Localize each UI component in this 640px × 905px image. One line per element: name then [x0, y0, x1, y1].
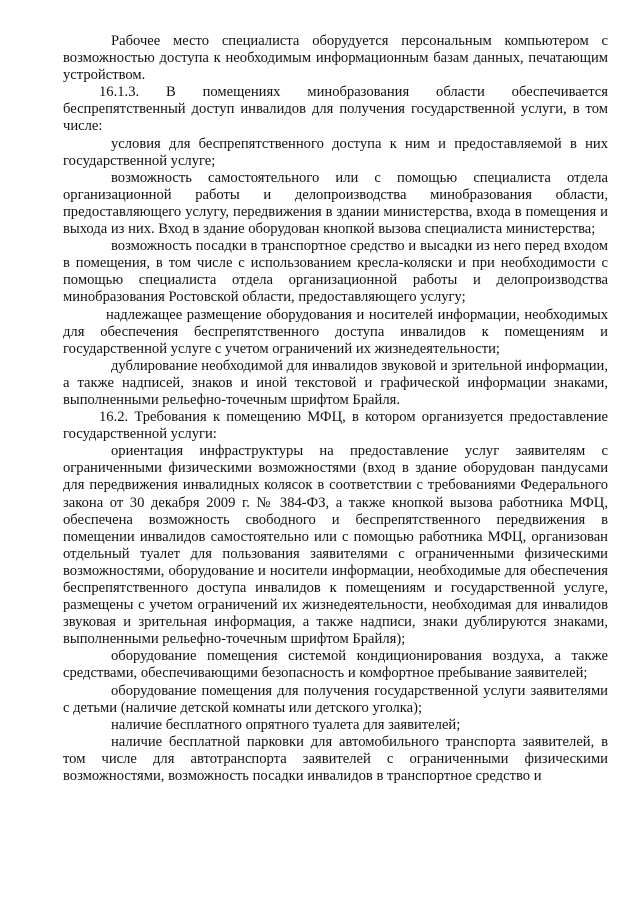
- paragraph-access-conditions: условия для беспрепятственного доступа к ним и предоставляемой в них государственной услуге;: [63, 135, 608, 169]
- paragraph-parking: наличие бесплатной парковки для автомобильного транспорта заявителей, в том числе для автотранспорта заявителей с ограниченными физическими возможностями, возможность посадки инвалидов в транспортное средство и: [63, 733, 608, 785]
- paragraph-infrastructure: ориентация инфраструктуры на предоставление услуг заявителям с ограниченными физическими возможностями (вход в здание оборудован пандусами для передвижения инвалидных колясок в соответствии с требованиями Федерального закона от 30 декабря 2009 г. № 384-ФЗ, а также кнопкой вызова работника МФЦ, обеспечена возможность свободного и беспрепятственного передвижения в помещении инвалидов самостоятельно или с помощью работника МФЦ, организован отдельный туалет для пользования заявителями с ограниченными физическими возможностями, оборудование и носители информации, необходимые для обеспечения беспрепятственного доступа инвалидов к помещениям и государственной услуге, размещены с учетом ограничений их жизнедеятельности, необходимая для инвалидов звуковая и зрительная информация, а также надписи, знаки дублируются знаками, выполненными рельефно-точечным шрифтом Брайля);: [63, 443, 608, 648]
- paragraph-movement: возможность самостоятельного или с помощью специалиста отдела организационной работы и делопроизводства минобразования области, предоставляющего услугу, передвижения в здании министерства, входа в помещения и выхода из них. Вход в здание оборудован кнопкой вызова специалиста министерства;: [63, 169, 608, 238]
- paragraph-16-2: 16.2. Требования к помещению МФЦ, в котором организуется предоставление государственной услуги:: [63, 409, 608, 443]
- paragraph-workplace: Рабочее место специалиста оборудуется персональным компьютером с возможностью доступа к необходимым информационным базам данных, печатающим устройством.: [63, 33, 608, 84]
- paragraph-children-room: оборудование помещения для получения государственной услуги заявителями с детьми (наличие детской комнаты или детского уголка);: [63, 682, 608, 716]
- paragraph-toilet: наличие бесплатного опрятного туалета для заявителей;: [111, 716, 461, 733]
- paragraph-braille: дублирование необходимой для инвалидов звуковой и зрительной информации, а также надписей, знаков и иной текстовой и графической информации знаками, выполненными рельефно-точечным шрифтом Брайля.: [63, 357, 608, 408]
- paragraph-transport: возможность посадки в транспортное средство и высадки из него перед входом в помещения, в том числе с использованием кресла-коляски и при необходимости с помощью специалиста отдела организационной работы и делопроизводства минобразования Ростовской области, предоставляющего услугу;: [63, 238, 608, 306]
- paragraph-16-1-3: 16.1.3. В помещениях минобразования области обеспечивается беспрепятственный доступ инвалидов для получения государственной услуги, в том числе:: [63, 84, 608, 135]
- paragraph-equipment: надлежащее размещение оборудования и носителей информации, необходимых для обеспечения беспрепятственного доступа инвалидов к помещениям и государственной услуге с учетом ограничений их жизнедеятельности;: [63, 306, 608, 357]
- paragraph-air-conditioning: оборудование помещения системой кондиционирования воздуха, а также средствами, обеспечивающими безопасность и комфортное пребывание заявителей;: [63, 648, 608, 682]
